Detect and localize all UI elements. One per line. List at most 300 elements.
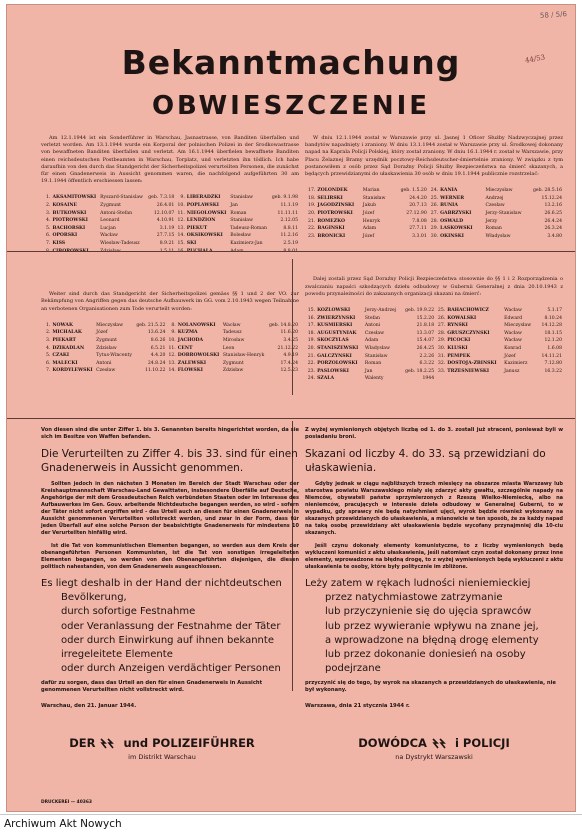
- row-number: 23.: [308, 233, 316, 239]
- row-number: 9.: [171, 330, 176, 336]
- german-mid: Weiter sind durch das Standgericht der Sicherheitspolizei gemäss §§ 1 und 2 der VO. zur Bekämpfung von Angriffen gegen das deutsche Aufbauwerk im GG. vom 2.10.1943 wegen Teilnahme an verbotenen Organisationen zum Tode verurteilt worden:: [41, 291, 299, 312]
- birth-date: 27.7.11: [409, 226, 427, 232]
- surname: ZOLONDEK: [317, 188, 348, 194]
- first-name: Tadeusz: [222, 330, 242, 336]
- surname: CENT: [177, 345, 193, 351]
- birth-date: 17.4.24: [280, 360, 298, 366]
- surname: STANISZEWSKI: [317, 345, 359, 351]
- first-name: Mieczysław: [96, 322, 124, 328]
- birth-date: 13.6.24: [147, 330, 166, 336]
- row-number: 4.: [46, 218, 51, 224]
- row-number: 11.: [177, 210, 185, 216]
- first-name: Wacław: [504, 330, 522, 336]
- first-name: Jakub: [362, 203, 377, 209]
- birth-date: 14.12.28: [541, 323, 562, 329]
- row-number: 15.: [307, 307, 316, 313]
- table-row: [41, 225, 299, 233]
- surname: AUGUSTYNIAK: [317, 330, 357, 336]
- table-row: [41, 232, 299, 240]
- row-number: 29.: [430, 226, 439, 232]
- row-number: 28.: [437, 330, 446, 336]
- polish-warning-p2: Jeśli czynu dokonały elementy komunistyczne, to z liczby wymienionych będą wykluczeni komuniści z aktu ułaskawienia, jeśli natomiast czyn został dokonany przez inne elementy, wprowadzone na błędną drogę, to z wyżej wymienionych będą wykluczeni z aktu ułaskawienia te osoby, które były politycznie im zbliżone.: [305, 543, 563, 570]
- birth-date: 4.4.20: [150, 353, 166, 359]
- first-name: Roman: [485, 226, 502, 232]
- birth-date: 6.5.21: [150, 345, 166, 351]
- surname: LIBERADZKI: [186, 195, 221, 201]
- first-name: Stefan: [364, 315, 380, 321]
- surname: ZALEWSKI: [177, 360, 207, 366]
- table-row: [41, 194, 299, 202]
- divider: [7, 418, 575, 419]
- first-name: Stanisław: [364, 353, 388, 359]
- polish-appeal-line: lub przyczynienie się do ujęcia sprawców: [325, 606, 532, 618]
- first-name: Jerzy-Stanisław: [485, 211, 522, 216]
- table-row: [305, 375, 563, 383]
- surname: KOWALSKI: [447, 315, 477, 321]
- poster-sheet: [6, 4, 576, 812]
- first-name: Janusz: [504, 368, 520, 374]
- row-number: 8.: [46, 248, 51, 254]
- archive-stamp: 58 / 5/6: [539, 10, 568, 20]
- polish-appeal-line: Leży zatem w rękach ludności nieniemieckiej: [305, 578, 531, 589]
- polish-warning-intro: Z wyżej wymienionych objętych liczbą od 1. do 3. zostali już straceni, ponieważ byli w posiadaniu broni.: [305, 427, 563, 440]
- row-number: 4.: [45, 345, 51, 351]
- first-name: Bolesław: [230, 233, 252, 239]
- row-number: 27.: [437, 323, 446, 329]
- first-name: Zdzisław: [100, 248, 121, 254]
- row-number: 26.: [430, 203, 439, 209]
- first-name: Czesław: [485, 203, 505, 209]
- birth-date: geb. 18.2.25: [405, 368, 435, 374]
- row-number: 26.: [437, 315, 446, 321]
- names-table-2a: [41, 322, 299, 375]
- first-name: Wacław: [504, 338, 522, 344]
- row-number: 12.: [177, 218, 185, 224]
- birth-date: 15.12.24: [541, 195, 562, 201]
- birth-date: 13.2.16: [544, 203, 562, 209]
- surname: BUNIA: [440, 203, 458, 209]
- birth-date: geb. 21.5.22: [136, 322, 166, 328]
- table-row: [305, 210, 563, 218]
- surname: ROMEZKO: [317, 218, 345, 224]
- first-name: Stanisław: [362, 195, 386, 201]
- birth-date: 15.4.07: [416, 338, 435, 344]
- surname: LASKOWSKI: [440, 226, 473, 232]
- german-announcement: [41, 135, 299, 375]
- first-name: Antoni: [96, 360, 112, 366]
- surname: NOWAK: [52, 322, 73, 328]
- german-appeal-line: oder durch Anzeigen verdächtiger Personen: [61, 663, 281, 675]
- first-name: Roman: [230, 210, 247, 216]
- row-number: 1.: [45, 322, 51, 328]
- birth-date: 11.6.20: [280, 330, 298, 336]
- first-name: Stanisław-Henryk: [222, 353, 265, 359]
- surname: CIBOROWSKI: [52, 248, 89, 254]
- row-number: 31.: [437, 353, 446, 359]
- archive-name: Archiwum Akt Nowych: [4, 818, 122, 830]
- birth-date: 12.1.20: [544, 338, 562, 344]
- table-row: [41, 210, 299, 218]
- surname: PUCHALA: [186, 248, 213, 254]
- row-number: 33.: [437, 368, 446, 374]
- first-name: Zygmunt: [96, 337, 117, 343]
- row-number: 19.: [308, 203, 316, 209]
- signature-german-b: und POLIZEIFÜHRER: [123, 736, 255, 750]
- row-number: 16.: [307, 315, 316, 321]
- row-number: 20.: [307, 345, 316, 351]
- birth-date: 2.2.26: [419, 353, 435, 359]
- ss-rune-icon: [99, 738, 119, 749]
- row-number: 7.: [45, 368, 51, 374]
- polish-appeal-line: a wprowadzone na błędną drogę elementy: [325, 634, 539, 646]
- polish-warning-p1: Gdyby jednak w ciągu najbliższych trzech miesięcy na obszarze miasta Warszawy lub starostwa powiatu Warszawskiego miały się zdarzyć akty gwałtu, szczególnie napady na Niemców, obywateli państw sprzymierzonych z Rzeszą Wielko-Niemiecką, albo na nieniemców, pracujących w interesie dzieła odbudowy w Generalnej Guberni, to w wypadku, gdy sprawcy nie będą natychmiast ujęci, wyrok będzie również wykonany na skazanych przewidzianych do ułaskawienia, a mianowicie w ten sposób, że za każdy napad na taką osobę przewidziany akt ułaskawienia będzie wycofany przynajmniej dla 10-ciu skazanych.: [305, 481, 563, 536]
- row-number: 20.: [308, 211, 316, 216]
- surname: BUTKOWSKI: [52, 210, 87, 216]
- polish-intro: W dniu 12.1.1944 został w Warszawie przy ul. Jasnej 1 Oficer Służby Nadzwyczajnej przez bandytów napadnięty i zraniony. W dniu 13.1.1944 został w Warszawie przy ul. Środkowej dokonany napad na Kaprala Policji Polskiej, który został zraniony. W dniu 16.1.1944 r. został w Warszawie, przy Placu Żelaznej Bramy urzędnik pocztowy-Reichsdeutscher-śmiertelnie zraniony. W związku z tym postanowiłem z osób przez Sąd Doraźny Policji Służby Bezpieczeństwa na śmierć skazanych, a będących przewidzianymi do ułaskawienia 30 osób w dniu 19.1.1944 publicznie rozstrzelać:: [305, 135, 563, 178]
- surname: GALCZYNSKI: [317, 353, 352, 359]
- first-name: Leon: [222, 345, 235, 351]
- first-name: Zdzisław: [222, 368, 244, 374]
- first-name: Adam: [362, 226, 377, 232]
- row-number: 14.: [177, 233, 185, 239]
- first-name: Edward: [504, 315, 523, 321]
- first-name: Kazimierz-Jan: [230, 240, 263, 246]
- first-name: Wacław: [222, 322, 241, 328]
- table-row: [305, 225, 563, 233]
- surname: MICHALAK: [52, 330, 82, 336]
- surname: PICOCKI: [447, 338, 471, 344]
- first-name: Mieczysław: [504, 323, 532, 329]
- table-row: [305, 187, 563, 195]
- german-appeal-line: durch sofortige Festnahme: [61, 606, 196, 618]
- first-name: Marian: [362, 188, 380, 194]
- row-number: 21.: [308, 218, 316, 224]
- first-name: Józef: [362, 233, 375, 239]
- birth-date: geb. 19.9.22: [405, 307, 435, 313]
- birth-date: 11.10.22: [144, 368, 166, 374]
- footer-divider: [0, 814, 582, 815]
- row-number: 27.: [430, 211, 439, 216]
- surname: GABRZYSKI: [440, 211, 472, 216]
- birth-date: 12.5.23: [280, 368, 298, 374]
- first-name: Władysław: [485, 233, 511, 239]
- birth-date: 2.12.05: [280, 218, 298, 224]
- row-number: 1.: [46, 195, 51, 201]
- surname: POPLAWSKI: [186, 203, 219, 209]
- signature-german-a: DER: [69, 736, 96, 750]
- surname: JAGODZINSKI: [317, 203, 355, 209]
- row-number: 25.: [430, 195, 439, 201]
- row-number: 12.: [168, 353, 176, 359]
- surname: SELIRSKI: [317, 195, 343, 201]
- first-name: Wacław: [100, 233, 118, 239]
- row-number: 7.: [46, 240, 51, 246]
- first-name: Józef: [362, 211, 375, 216]
- first-name: Zygmunt: [222, 360, 244, 366]
- first-name: Stanisław: [230, 195, 253, 201]
- surname: SKOCZYLAS: [317, 338, 349, 344]
- title-polish: OBWIESZCZENIE: [151, 91, 431, 121]
- birth-date: 3.3.01: [412, 233, 427, 239]
- signature-german-sub: im Distrikt Warschau: [128, 753, 196, 761]
- row-number: 5.: [46, 225, 51, 231]
- first-name: Kazimierz: [504, 361, 528, 367]
- row-number: 2.: [45, 330, 51, 336]
- surname: KANIA: [440, 188, 458, 194]
- first-name: Czesław: [364, 330, 385, 336]
- first-name: Jerzy: [485, 218, 498, 224]
- surname: DOSTOJA-ZBINSKI: [447, 361, 497, 367]
- surname: DOBROWOLSKI: [177, 353, 220, 359]
- surname: SKI: [186, 240, 197, 246]
- place-date-german: Warschau, den 21. Januar 1944.: [41, 703, 137, 709]
- polish-mid: Dalej zostali przez Sąd Doraźny Policji Bezpieczeństwa stosownie do §§ 1 i 2 Rozporządzenia o zwalczaniu napaści szkodzących dziełu odbudowy w Gubernii Generalnej z dnia 20.10.1943 z powodu przynależności do zakazanych organizacji skazani na śmierć:: [305, 276, 563, 297]
- table-row: [305, 330, 563, 338]
- first-name: Czesław: [96, 368, 116, 374]
- row-number: 9.: [180, 195, 185, 201]
- birth-date: 12.10.07: [153, 210, 175, 216]
- first-name: Jan: [364, 368, 373, 374]
- birth-date: 3.4.25: [283, 337, 298, 343]
- birth-date: 15.2.20: [416, 315, 435, 321]
- first-name: Antoni: [364, 323, 381, 329]
- first-name: Tytus-Wincenty: [96, 353, 132, 359]
- german-warning-p2: Ist die Tat von kommunistischen Elementen begangen, so werden aus dem Kreis der obenangeführten Personen Kommunisten, ist die Tat von sonstigen irregeleiteten Elementen begangen, so werden von den Obenangeführten diejenigen, die diesen politisch nahestanden, von dem Gnadenerweis ausgeschlossen.: [41, 543, 299, 570]
- birth-date: 8.8.11: [283, 225, 298, 231]
- row-number: 13.: [168, 360, 176, 366]
- names-table-2b: [305, 307, 563, 383]
- surname: MALECKI: [52, 360, 78, 366]
- table-row: [305, 322, 563, 330]
- printer-mark: DRUCKEREI — 40363: [41, 800, 92, 805]
- surname: ZWIERZYNSKI: [317, 315, 356, 321]
- table-row: [41, 240, 299, 248]
- birth-date: 21.8.18: [416, 323, 435, 329]
- birth-date: 27.12.90: [406, 211, 427, 216]
- birth-date: 14.11.21: [541, 353, 562, 359]
- signature-polish-sub: na Dystrykt Warszawski: [395, 753, 473, 761]
- row-number: 5.: [45, 353, 51, 359]
- birth-date: 18.1.15: [544, 330, 562, 336]
- polish-appeal-line: lub przez dokonanie doniesień na osoby podejrzane: [325, 649, 526, 675]
- surname: CZAKI: [52, 353, 70, 359]
- row-number: 18.: [308, 195, 316, 201]
- surname: KISS: [52, 240, 66, 246]
- first-name: Ryszard-Stanislaw: [100, 195, 143, 201]
- birth-date: 4.10.91: [156, 218, 175, 224]
- table-row: [305, 202, 563, 210]
- german-appeal-line: oder Veranlassung der Festnahme der Täter: [61, 620, 281, 632]
- first-name: Walenty: [364, 376, 384, 382]
- surname: KORDYLEWSKI: [52, 368, 93, 374]
- row-number: 24.: [430, 188, 439, 194]
- birth-date: 8.6.26: [150, 337, 166, 343]
- row-number: 10.: [177, 203, 185, 209]
- birth-date: 20.7.13: [409, 203, 427, 209]
- table-row: [305, 315, 563, 323]
- first-name: Mirosław: [222, 337, 245, 343]
- surname: PEMPEK: [447, 353, 471, 359]
- first-name: Mieczysław: [485, 188, 513, 194]
- surname: NOLANOWSKI: [177, 322, 216, 328]
- row-number: 13.: [177, 225, 185, 231]
- birth-date: 16.3.22: [544, 368, 562, 374]
- birth-date: 24.4.20: [409, 195, 427, 201]
- title-german: Bekanntmachung: [121, 43, 461, 82]
- signature-polish-a: DOWÓDCA: [358, 736, 427, 750]
- birth-date: 3.1.19: [159, 225, 175, 231]
- polish-appeal-tail: przyczynić się do tego, by wyrok na skazanych a przewidzianych do ułaskawienia, nie był wykonany.: [305, 680, 556, 694]
- row-number: 16.: [177, 248, 185, 254]
- birth-date: 24.8.24: [147, 360, 166, 366]
- first-name: Józef: [504, 353, 516, 359]
- table-row: [41, 217, 299, 225]
- names-table-1b: [305, 187, 563, 240]
- table-row: [41, 360, 299, 368]
- surname: LENDZION: [186, 218, 216, 224]
- birth-date: 4.9.19: [283, 353, 298, 359]
- surname: OSWALD: [440, 218, 464, 224]
- birth-date: [536, 375, 563, 383]
- surname: KOSAINE: [52, 203, 78, 209]
- surname: BAHACHOWICZ: [447, 307, 489, 313]
- table-row: [305, 195, 563, 203]
- first-name: Wiesław-Tadeusz: [100, 240, 140, 246]
- birth-date: 1.6.08: [547, 345, 562, 351]
- first-name: Zdzisław: [96, 345, 117, 351]
- first-name: Roman: [364, 361, 382, 367]
- table-row: [41, 322, 299, 330]
- row-number: 2.: [46, 203, 51, 209]
- first-name: Andrzej: [485, 195, 504, 201]
- birth-date: 27.7.15: [156, 233, 175, 239]
- row-number: 30.: [430, 233, 439, 239]
- surname: DZIKADLAN: [52, 345, 85, 351]
- place-date-polish: Warszawa, dnia 21 stycznia 1944 r.: [305, 703, 410, 709]
- row-number: 6.: [45, 360, 51, 366]
- table-row: [41, 329, 299, 337]
- row-number: 30.: [437, 345, 446, 351]
- row-number: 15.: [177, 240, 185, 246]
- row-number: 25.: [437, 307, 446, 313]
- first-name: Józef: [96, 330, 108, 336]
- birth-date: 11.2.16: [280, 233, 298, 239]
- german-intro: Am 12.1.1944 ist ein Sonderführer in Warschau, Jasnastrasse, von Banditen überfallen und verletzt worden. Am 13.1.1944 wurde ein Korporal der polnischen Polizei in der Srodkowastrasse von bewaffneten Banditen überfallen und verletzt. Am 16.1.1944 überfielen bewaffnete Banditen einen reichsdeutschen Postbeamten in Warschau, Torplatz, und verletzten ihn tödlich. Ich habe daraufhin von den durch das Standgericht der Sicherheitspolizei verurteilten Personen, die zunächst für einen Gnadenerweis in Aussicht genommen waren, die nachfolgend aufgeführten 30 am 19.1.1944 öffentlich erschiessen lassen:: [41, 135, 299, 185]
- table-row: [305, 233, 563, 241]
- signature-polish: [305, 736, 563, 761]
- row-number: 3.: [46, 210, 51, 216]
- surname: SZALA: [317, 376, 335, 382]
- surname: PORZOLOWSKI: [317, 361, 358, 367]
- names-table-1a: [41, 194, 299, 255]
- birth-date: 8.9.21: [159, 240, 175, 246]
- german-appeal-line: Es liegt deshalb in der Hand der nichtdeutschen: [41, 578, 282, 589]
- birth-date: 5.1.17: [547, 307, 562, 313]
- surname: GRUSZCZYNSKI: [447, 330, 490, 336]
- surname: WERNER: [440, 195, 465, 201]
- table-row: [41, 367, 299, 375]
- german-appeal-tail: dafür zu sorgen, dass das Urteil an den für einen Gnadenerweis in Aussicht genommenen Verurteilten nicht vollstreckt wird.: [41, 680, 263, 694]
- first-name: Władysław: [364, 345, 390, 351]
- first-name: Adam: [364, 338, 379, 344]
- row-number: 17.: [307, 323, 316, 329]
- row-number: 22.: [307, 361, 316, 367]
- birth-date: 13.3.07: [416, 330, 435, 336]
- column-divider: [292, 259, 293, 395]
- surname: RYNSKI: [447, 323, 468, 329]
- signature-polish-b: i POLICJI: [454, 736, 510, 750]
- table-row: [41, 352, 299, 360]
- row-number: 10.: [168, 337, 176, 343]
- table-row: [305, 360, 563, 368]
- table-row: [41, 345, 299, 353]
- table-row: [41, 202, 299, 210]
- birth-date: geb. 1.5.20: [400, 188, 427, 194]
- surname: NIEGOLOWSKI: [186, 210, 227, 216]
- birth-date: geb. 7.3.18: [148, 195, 175, 201]
- first-name: Jan: [230, 203, 238, 209]
- surname: PASLOWSKI: [317, 368, 349, 374]
- birth-date: 21.12.22: [277, 345, 298, 351]
- surname: FLOWSKI: [177, 368, 203, 374]
- first-name: Konrad: [504, 345, 522, 351]
- first-name: Zygmunt: [100, 203, 122, 209]
- birth-date: 2.5.19: [283, 240, 298, 246]
- birth-date: 26.4.25: [416, 345, 435, 351]
- row-number: 17.: [308, 188, 316, 194]
- table-row: [41, 337, 299, 345]
- surname: PIOTROWSKI: [52, 218, 88, 224]
- row-number: 32.: [437, 361, 446, 367]
- birth-date: 26.4.01: [156, 203, 175, 209]
- first-name: Wacław: [504, 307, 522, 313]
- row-number: 23.: [307, 368, 316, 374]
- row-number: 22.: [308, 226, 316, 232]
- birth-date: 11.1.19: [280, 203, 298, 209]
- row-number: 6.: [46, 233, 51, 239]
- surname: [446, 375, 503, 383]
- surname: BAGINSKI: [317, 226, 345, 232]
- table-row: [305, 337, 563, 345]
- row-number: 14.: [168, 368, 176, 374]
- row-number: 3.: [45, 337, 51, 343]
- table-row: [305, 345, 563, 353]
- surname: KUZMA: [177, 330, 198, 336]
- surname: BRONICKI: [317, 233, 346, 239]
- polish-announcement: [305, 135, 563, 383]
- surname: BACHORSKI: [52, 225, 86, 231]
- first-name: Adam: [230, 248, 244, 254]
- table-row: [305, 307, 563, 315]
- first-name: Henryk: [362, 218, 381, 224]
- polish-warning-headline: Skazani od liczby 4. do 33. są przewidziani do ułaskawienia.: [305, 448, 546, 474]
- german-warning-p1: Sollten jedoch in den nächsten 3 Monaten im Bereich der Stadt Warschau oder der Kreishauptmannschaft Warschau-Land Gewalttaten, insbesondere Überfälle auf Deutsche, Angehörige der mit dem Grossdeutschen Reich verbündeten Staaten oder im Interesse des Aufbauwerkes im Gen. Gouv. arbeitende Nichtdeutsche begangen werden, so wird - sofern der Täter nicht sofort ergriffen wird - das Urteil auch an diesen für einen Gnadenerweis in Aussicht genommenen Verurteilten vollstreckt werden, und zwar in der Form, dass für jeden Überfall auf eine solche Person der beabsichtigte Gnadenerweis für mindestens 10 der Verurteilten hinfällig wird.: [41, 481, 299, 536]
- birth-date: geb. 14.8.20: [268, 322, 298, 328]
- ss-rune-icon: [431, 738, 451, 749]
- table-row: [305, 368, 563, 376]
- row-number: 29.: [437, 338, 446, 344]
- german-appeal-line: oder durch Einwirkung auf ihnen bekannte irregeleitete Elemente: [61, 634, 274, 661]
- first-name: Antoni-Stefan: [100, 210, 133, 216]
- archive-footer: [4, 818, 122, 830]
- first-name: Stanisław: [230, 218, 253, 224]
- german-warning: [41, 427, 299, 694]
- surname: KOZLOWSKI: [317, 307, 351, 313]
- surname: JACHODA: [177, 337, 204, 343]
- surname: KLUSKI: [447, 345, 468, 351]
- first-name: Leonard: [100, 218, 120, 224]
- surname: OPORSKI: [52, 233, 78, 239]
